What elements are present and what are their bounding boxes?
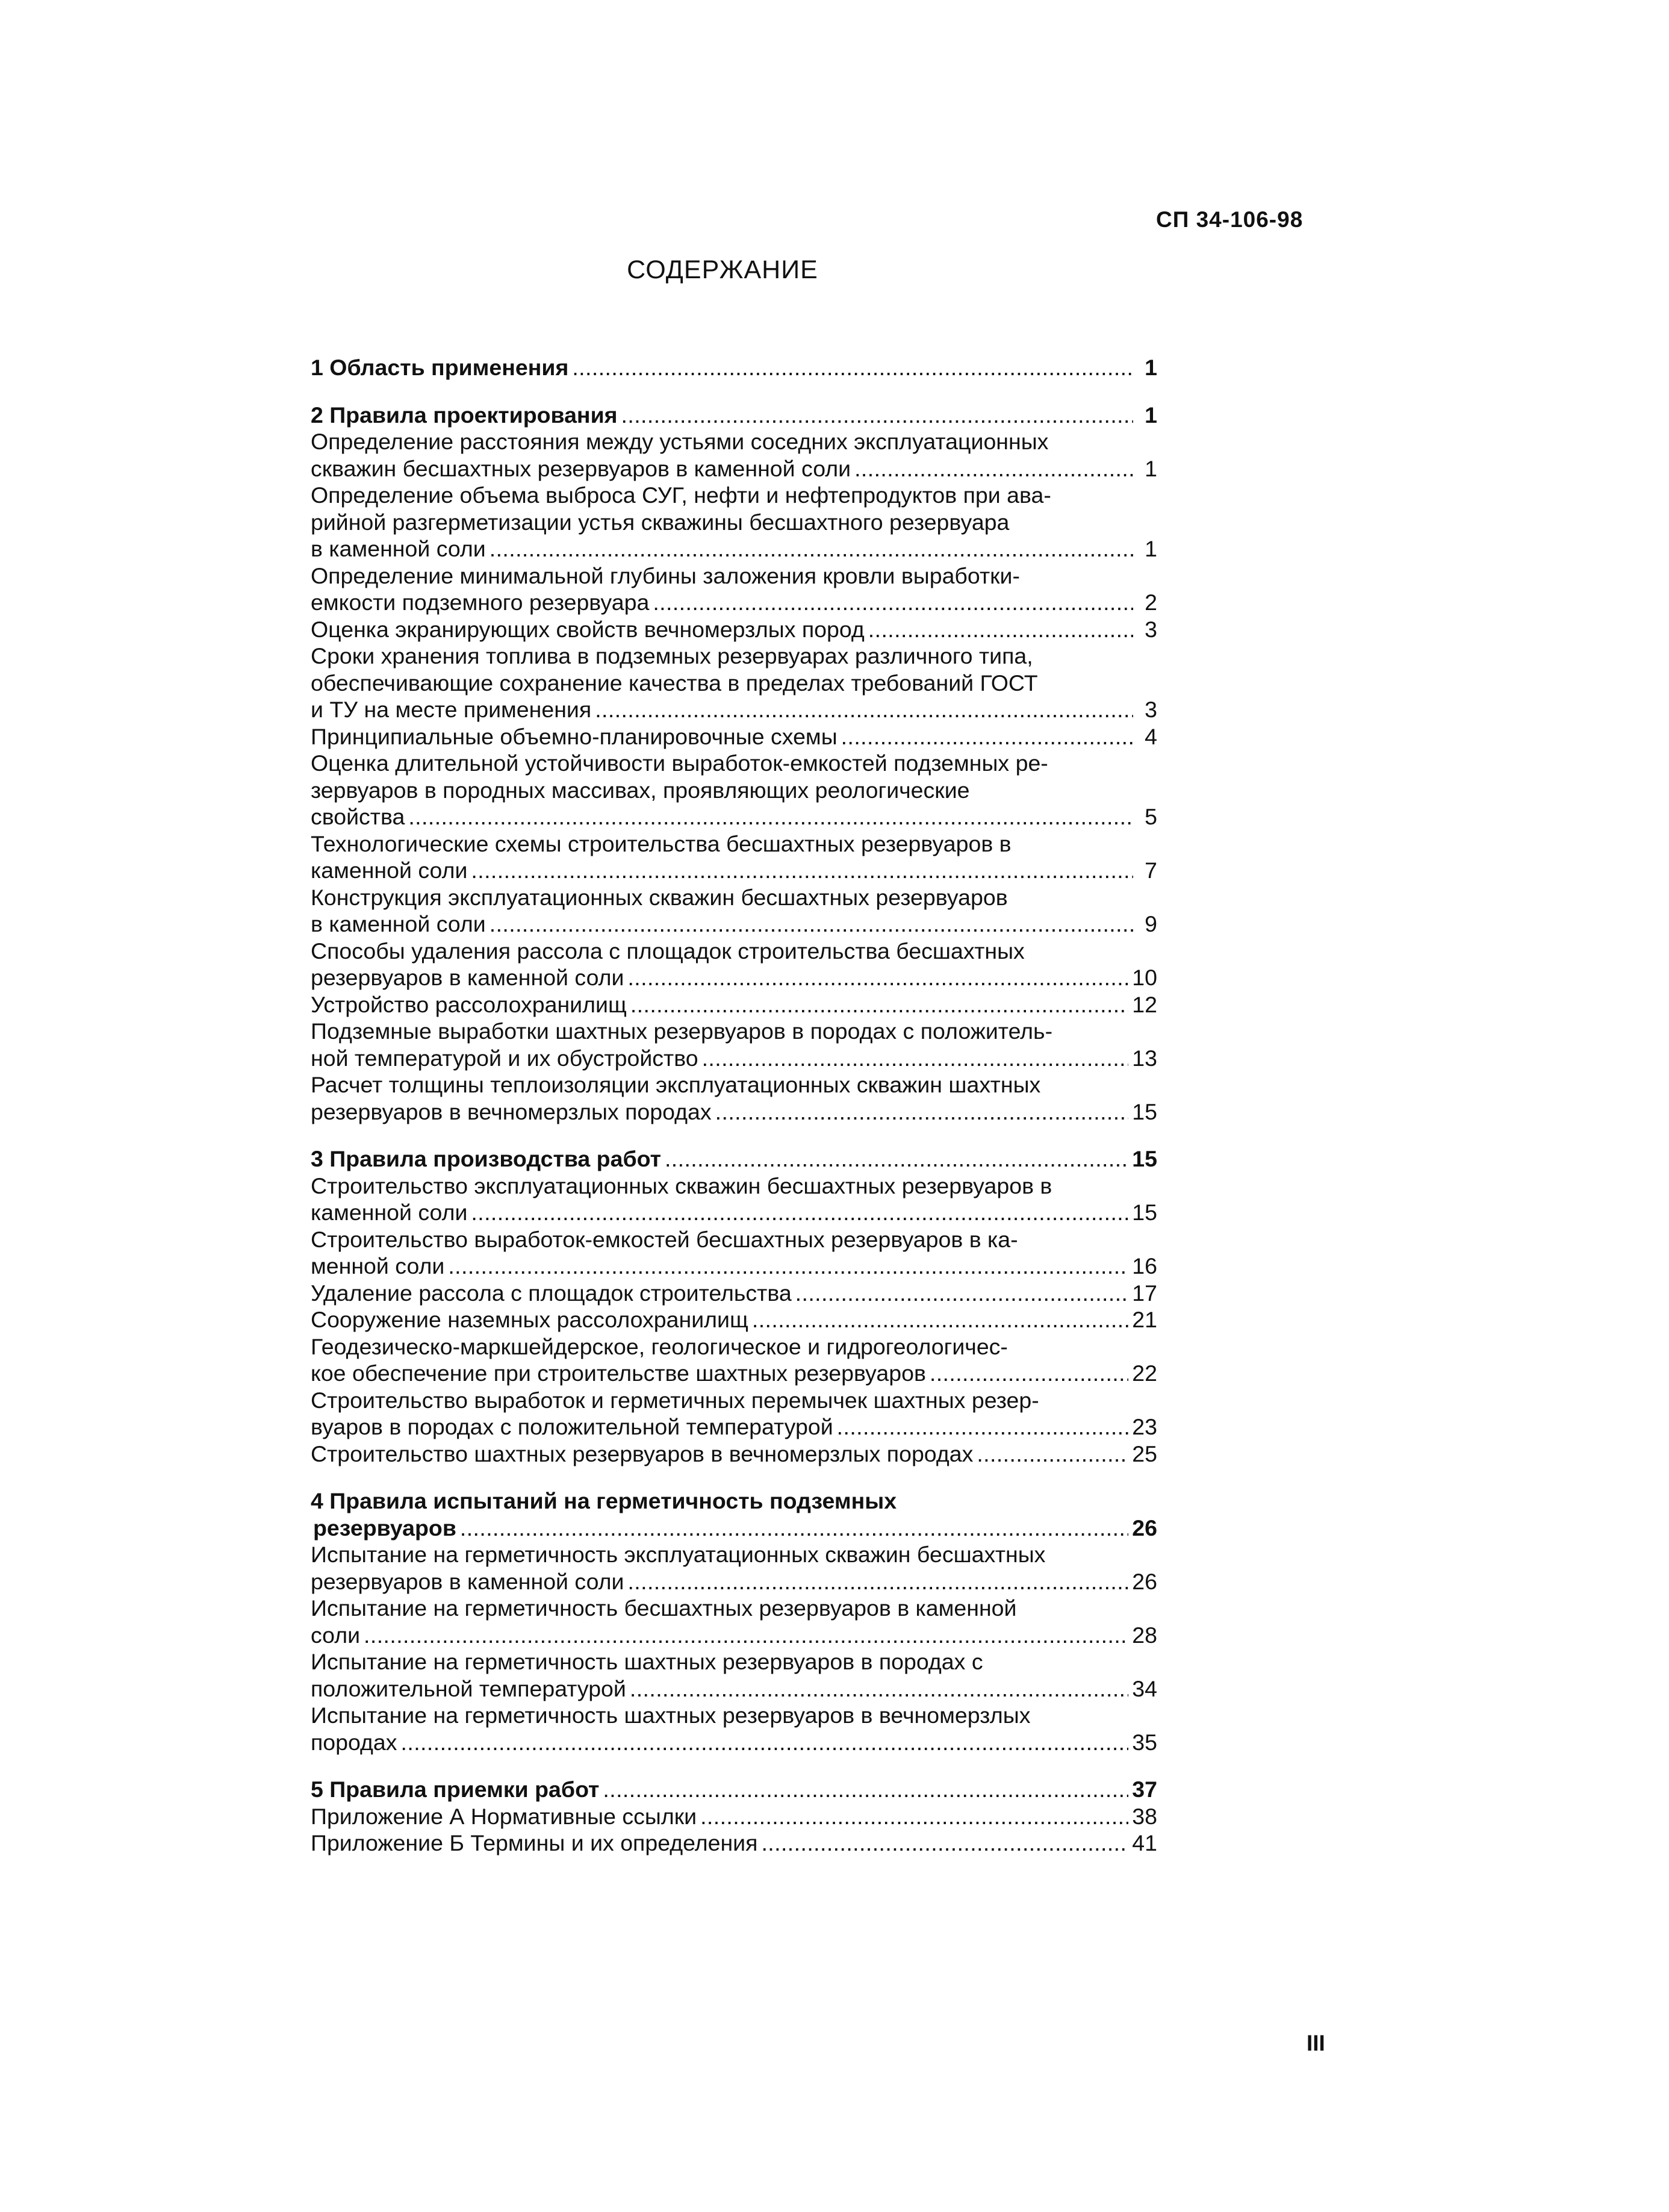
- toc-entry-line[interactable]: [311, 1413, 1157, 1441]
- toc-entry-title: Строительство выработок и герметичных перемычек шахтных резер-: [311, 1387, 1039, 1413]
- toc-entry-line[interactable]: [311, 1018, 1157, 1045]
- toc-entry-line[interactable]: [311, 938, 1157, 965]
- toc-dot-leader: [471, 857, 1133, 884]
- toc-entry-title: соли: [311, 1622, 361, 1648]
- toc-page-number: 2: [1145, 590, 1157, 615]
- toc-entry-title: Строительство эксплуатационных скважин бесшахтных резервуаров в: [311, 1173, 1052, 1198]
- toc-entry-line[interactable]: [311, 535, 1157, 562]
- toc-page-number: 38: [1132, 1803, 1157, 1829]
- toc-entry-title: в каменной соли: [311, 911, 486, 936]
- toc-entry-line[interactable]: [311, 1226, 1157, 1253]
- toc-entry-title: в каменной соли: [311, 536, 486, 561]
- toc-entry-title: Расчет толщины теплоизоляции эксплуатационных скважин шахтных: [311, 1072, 1041, 1097]
- toc-dot-leader: [621, 402, 1133, 429]
- toc-entry-line[interactable]: [311, 1595, 1157, 1622]
- toc-page-number: 5: [1145, 804, 1157, 829]
- toc-page-number: 13: [1132, 1045, 1157, 1071]
- toc-section-heading[interactable]: [311, 1488, 1157, 1515]
- toc-entry-line[interactable]: [311, 562, 1157, 590]
- toc-entry-line[interactable]: [311, 1333, 1157, 1360]
- toc-entry-title: Приложение А Нормативные ссылки: [311, 1803, 697, 1829]
- toc-entry-line[interactable]: [311, 1071, 1157, 1098]
- toc-page-number: 3: [1145, 616, 1157, 642]
- toc-dot-leader: [460, 1515, 1128, 1542]
- toc-entry-title: Определение минимальной глубины заложения кровли выработки-: [311, 562, 1020, 588]
- toc-section-heading[interactable]: [311, 354, 1157, 381]
- toc-entry-title: 2 Правила проектирования: [311, 402, 618, 428]
- toc-entry-line[interactable]: [311, 1280, 1157, 1307]
- toc-page-number: 28: [1132, 1622, 1157, 1648]
- toc-page-number: 1: [1145, 455, 1157, 481]
- toc-entry-title: резервуаров в каменной соли: [311, 965, 624, 990]
- toc-entry-line[interactable]: [311, 1702, 1157, 1729]
- toc-entry-title: Испытание на герметичность шахтных резервуаров в породах с: [311, 1649, 983, 1674]
- toc-entry-line[interactable]: [311, 1253, 1157, 1280]
- toc-dot-leader: [841, 723, 1133, 750]
- toc-entry-line[interactable]: [311, 911, 1157, 938]
- toc-page-number: 37: [1132, 1777, 1157, 1802]
- toc-entry-line[interactable]: [311, 1648, 1157, 1675]
- toc-page-number: 1: [1145, 355, 1157, 380]
- toc-dot-leader: [627, 964, 1128, 991]
- toc-entry-title: Устройство рассолохранилищ: [311, 991, 627, 1017]
- toc-page-number: 16: [1132, 1253, 1157, 1279]
- toc-page-number: 22: [1132, 1360, 1157, 1386]
- toc-section-5: [311, 1776, 1157, 1857]
- toc-entry-title: Строительство выработок-емкостей бесшахтных резервуаров в ка-: [311, 1226, 1018, 1252]
- toc-page-number: 12: [1132, 991, 1157, 1017]
- toc-entry-line[interactable]: [311, 1830, 1157, 1857]
- toc-page-number: 4: [1145, 723, 1157, 749]
- toc-dot-leader: [490, 911, 1133, 938]
- toc-entry-title: Определение расстояния между устьями соседних эксплуатационных: [311, 429, 1049, 454]
- toc-entry-title: Технологические схемы строительства бесшахтных резервуаров в: [311, 830, 1012, 856]
- toc-entry-line[interactable]: [311, 1199, 1157, 1226]
- toc-dot-leader: [603, 1776, 1128, 1803]
- toc-entry-line[interactable]: [311, 857, 1157, 884]
- toc-entry-line[interactable]: [311, 509, 1157, 536]
- toc-dot-leader: [837, 1413, 1129, 1441]
- toc-section-heading[interactable]: [311, 1776, 1157, 1803]
- toc-page-number: 34: [1132, 1675, 1157, 1701]
- toc-page-number: 35: [1132, 1729, 1157, 1755]
- toc-page-number: 26: [1132, 1515, 1157, 1541]
- toc-entry-line[interactable]: [311, 1045, 1157, 1072]
- toc-page-number: 15: [1132, 1146, 1157, 1171]
- toc-dot-leader: [630, 991, 1128, 1018]
- toc-entry-title: 5 Правила приемки работ: [311, 1777, 600, 1802]
- toc-section-heading[interactable]: [311, 1145, 1157, 1173]
- toc-entry-line[interactable]: [311, 1098, 1157, 1126]
- toc-entry-title: породах: [311, 1729, 397, 1755]
- document-code: СП 34-106-98: [1156, 207, 1304, 232]
- toc-entry-line[interactable]: [311, 723, 1157, 750]
- toc-entry-title: резервуаров в каменной соли: [311, 1568, 624, 1594]
- toc-dot-leader: [702, 1045, 1129, 1072]
- toc-page-number: 15: [1132, 1200, 1157, 1225]
- toc-page-number: 26: [1132, 1568, 1157, 1594]
- toc-entry-line[interactable]: [311, 482, 1157, 509]
- toc-entry-title: каменной соли: [311, 858, 468, 883]
- toc-entry-title: Удаление рассола с площадок строительства: [311, 1280, 792, 1306]
- toc-entry-line[interactable]: [311, 589, 1157, 616]
- page-number: III: [1307, 2031, 1325, 2055]
- toc-entry-title: свойства: [311, 804, 405, 829]
- toc-entry-line[interactable]: [311, 1541, 1157, 1568]
- toc-entry-line[interactable]: [311, 1306, 1157, 1333]
- toc-entry-title: 1 Область применения: [311, 355, 569, 380]
- toc-entry-title: положительной температурой: [311, 1675, 626, 1701]
- toc-entry-line[interactable]: [311, 803, 1157, 830]
- toc-dot-leader: [854, 455, 1133, 482]
- toc-entry-title: Геодезическо-маркшейдерское, геологическое и гидрогеологичес-: [311, 1333, 1008, 1359]
- toc-entry-line[interactable]: [311, 991, 1157, 1018]
- toc-page-number: 17: [1132, 1280, 1157, 1306]
- toc-dot-leader: [364, 1622, 1128, 1649]
- toc-entry-line[interactable]: [311, 1173, 1157, 1200]
- toc-dot-leader: [795, 1280, 1129, 1307]
- toc-entry-title: Оценка длительной устойчивости выработок-емкостей подземных ре-: [311, 750, 1048, 776]
- toc-entry-title: Принципиальные объемно-планировочные схемы: [311, 723, 838, 749]
- table-of-contents: [311, 354, 1157, 1877]
- toc-entry-line[interactable]: [311, 455, 1157, 482]
- toc-dot-leader: [977, 1441, 1128, 1468]
- toc-entry-title: Приложение Б Термины и их определения: [311, 1830, 758, 1855]
- toc-page-number: 41: [1132, 1830, 1157, 1855]
- toc-entry-line[interactable]: [311, 1675, 1157, 1703]
- toc-entry-title: Строительство шахтных резервуаров в вечномерзлых породах: [311, 1441, 974, 1466]
- toc-section-3: [311, 1145, 1157, 1467]
- toc-dot-leader: [401, 1729, 1129, 1756]
- toc-entry-line[interactable]: [311, 670, 1157, 697]
- toc-dot-leader: [700, 1803, 1128, 1830]
- toc-dot-leader: [630, 1675, 1128, 1703]
- toc-entry-title: Конструкция эксплуатационных скважин бесшахтных резервуаров: [311, 884, 1008, 910]
- toc-section-4: [311, 1488, 1157, 1756]
- toc-entry-line[interactable]: [311, 1803, 1157, 1830]
- toc-page-number: 21: [1132, 1307, 1157, 1332]
- toc-entry-line[interactable]: [311, 777, 1157, 804]
- toc-section-2: [311, 402, 1157, 1126]
- toc-entry-title: 3 Правила производства работ: [311, 1146, 661, 1171]
- toc-entry-line[interactable]: [311, 1729, 1157, 1756]
- toc-entry-title: Испытание на герметичность шахтных резервуаров в вечномерзлых: [311, 1703, 1031, 1728]
- toc-entry-title: менной соли: [311, 1253, 445, 1279]
- toc-section-heading[interactable]: [311, 1515, 1157, 1542]
- toc-entry-line[interactable]: [311, 428, 1157, 455]
- document-title: СОДЕРЖАНИЕ: [627, 255, 818, 284]
- toc-page-number: 3: [1145, 697, 1157, 722]
- toc-section-1: [311, 354, 1157, 381]
- toc-entry-title: Испытание на герметичность бесшахтных резервуаров в каменной: [311, 1595, 1017, 1621]
- toc-entry-title: Подземные выработки шахтных резервуаров в породах с положитель-: [311, 1018, 1053, 1044]
- toc-entry-title: обеспечивающие сохранение качества в пределах требований ГОСТ: [311, 670, 1038, 696]
- toc-entry-line[interactable]: [311, 1441, 1157, 1468]
- toc-dot-leader: [752, 1306, 1128, 1333]
- toc-entry-title: каменной соли: [311, 1200, 468, 1225]
- toc-entry-line[interactable]: [311, 750, 1157, 777]
- toc-entry-line[interactable]: [311, 1360, 1157, 1387]
- toc-entry-title: скважин бесшахтных резервуаров в каменной соли: [311, 455, 851, 481]
- toc-entry-line[interactable]: [311, 616, 1157, 643]
- toc-entry-title: вуаров в породах с положительной температурой: [311, 1414, 833, 1439]
- toc-dot-leader: [490, 535, 1133, 562]
- toc-entry-line[interactable]: [311, 830, 1157, 858]
- toc-entry-title: резервуаров: [313, 1515, 456, 1541]
- toc-entry-line[interactable]: [311, 884, 1157, 911]
- toc-entry-line[interactable]: [311, 1387, 1157, 1414]
- toc-page-number: 1: [1145, 536, 1157, 561]
- toc-dot-leader: [930, 1360, 1128, 1387]
- toc-dot-leader: [868, 616, 1133, 643]
- toc-page-number: 25: [1132, 1441, 1157, 1466]
- toc-entry-line[interactable]: [311, 696, 1157, 723]
- toc-entry-title: емкости подземного резервуара: [311, 590, 650, 615]
- toc-entry-line[interactable]: [311, 1568, 1157, 1595]
- toc-page-number: 15: [1132, 1098, 1157, 1124]
- toc-dot-leader: [761, 1830, 1128, 1857]
- toc-entry-title: 4 Правила испытаний на герметичность подземных: [311, 1488, 897, 1513]
- toc-entry-line[interactable]: [311, 1622, 1157, 1649]
- toc-dot-leader: [572, 354, 1133, 381]
- toc-page-number: 7: [1145, 858, 1157, 883]
- toc-entry-title: рийной разгерметизации устья скважины бесшахтного резервуара: [311, 509, 1010, 535]
- toc-entry-line[interactable]: [311, 643, 1157, 670]
- toc-page-number: 1: [1145, 402, 1157, 428]
- toc-entry-title: Оценка экранирующих свойств вечномерзлых пород: [311, 616, 865, 642]
- toc-page-number: 23: [1132, 1414, 1157, 1439]
- toc-entry-title: Сроки хранения топлива в подземных резервуарах различного типа,: [311, 643, 1033, 668]
- toc-dot-leader: [408, 803, 1133, 830]
- toc-page-number: 10: [1132, 965, 1157, 990]
- toc-dot-leader: [448, 1253, 1128, 1280]
- toc-entry-title: Сооружение наземных рассолохранилищ: [311, 1307, 748, 1332]
- toc-section-heading[interactable]: [311, 402, 1157, 429]
- toc-entry-title: кое обеспечение при строительстве шахтных резервуаров: [311, 1360, 926, 1386]
- toc-entry-title: Испытание на герметичность эксплуатационных скважин бесшахтных: [311, 1542, 1046, 1567]
- toc-dot-leader: [595, 696, 1133, 723]
- toc-entry-title: ной температурой и их обустройство: [311, 1045, 698, 1071]
- toc-entry-title: резервуаров в вечномерзлых породах: [311, 1098, 712, 1124]
- toc-page-number: 9: [1145, 911, 1157, 936]
- toc-entry-title: Способы удаления рассола с площадок строительства бесшахтных: [311, 938, 1025, 964]
- toc-entry-title: зервуаров в породных массивах, проявляющих реологические: [311, 777, 970, 803]
- toc-dot-leader: [471, 1199, 1128, 1226]
- toc-dot-leader: [665, 1145, 1128, 1173]
- toc-entry-title: Определение объема выброса СУГ, нефти и нефтепродуктов при ава-: [311, 482, 1051, 508]
- toc-entry-title: и ТУ на месте применения: [311, 697, 592, 722]
- toc-dot-leader: [627, 1568, 1128, 1595]
- toc-dot-leader: [715, 1098, 1129, 1126]
- toc-dot-leader: [653, 589, 1133, 616]
- toc-entry-line[interactable]: [311, 964, 1157, 991]
